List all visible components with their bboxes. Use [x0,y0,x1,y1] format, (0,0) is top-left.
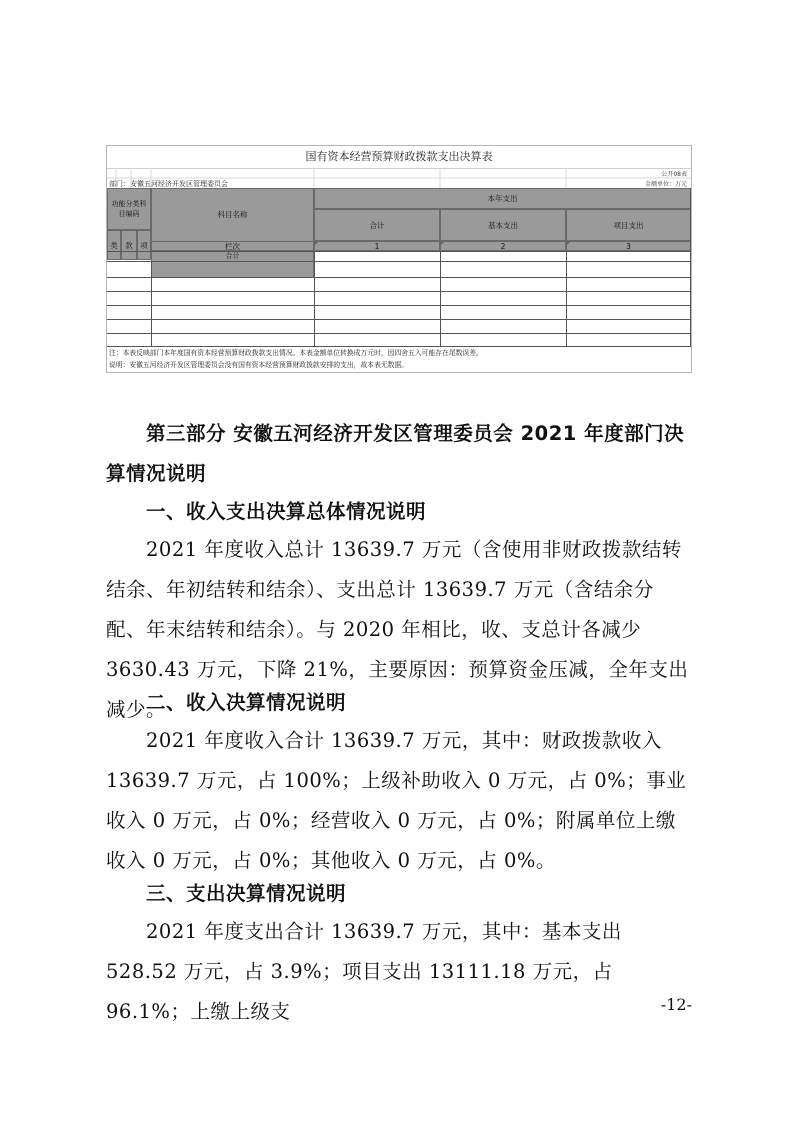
subsection-1-body: 2021 年度收入总计 13639.7 万元（含使用非财政拨款结转结余、年初结转和结余）、支出总计 13639.7 万元（含结余分配、年末结转和结余）。与 2020 年相比，收、支总计各减少 3630.43 万元，下降 21%，主要原因：预算资金压减，全年支出减少。 [106,538,689,721]
col-num-3: 3 [566,241,691,251]
col-num-2: 2 [440,241,566,251]
subsection-3-heading: 三、支出决算情况说明 [146,882,347,905]
header-func-code: 功能分类科目编码 [107,188,151,230]
table-title: 国有资本经营预算财政拨款支出决算表 [107,146,691,169]
header-xiang: 项 [137,230,151,260]
page-number: -12- [660,995,692,1014]
table-code: 公开08表 [661,171,687,178]
subsection-1-heading: 一、收入支出决算总体情况说明 [146,500,427,523]
header-project: 项目支出 [566,209,691,241]
budget-expenditure-table [106,145,692,373]
table-note-2: 说明：安徽五河经济开发区管理委员会没有国有资本经营预算财政拨款安排的支出，故本表无数据。 [109,361,409,369]
header-lei: 类 [107,230,121,260]
section-heading: 第三部分 安徽五河经济开发区管理委员会 2021 年度部门决算情况说明 [106,422,685,485]
col-num-1: 1 [314,241,440,251]
table-note-1: 注：本表反映部门本年度国有资本经营预算财政拨款支出情况。本表金额单位转换成万元时，因四舍五入可能存在尾数误差。 [109,349,483,357]
header-total: 合计 [314,209,440,241]
subsection-3-body: 2021 年度支出合计 13639.7 万元，其中：基本支出 528.52 万元，占 3.9%；项目支出 13111.18 万元，占 96.1%；上缴上级支 [106,920,622,1023]
subsection-2-heading: 二、收入决算情况说明 [146,691,347,714]
row-total-label: 合计 [225,252,240,260]
table-unit: 金额单位：万元 [644,181,687,188]
subsection-2-body: 2021 年度收入合计 13639.7 万元，其中：财政拨款收入 13639.7 万元，占 100%；上级补助收入 0 万元，占 0%；事业收入 0 万元，占 0%；经营收入 0 万元，占 0%；附属单位上缴收入 0 万元，占 0%；其他收入 0 万元，占 0%。 [106,729,687,872]
header-basic: 基本支出 [440,209,566,241]
header-kuan: 款 [121,230,137,260]
row-lanci-label: 栏次 [151,241,314,251]
header-current-year: 本年支出 [314,188,691,209]
header-subject: 科目名称 [151,188,314,278]
table-department: 部门：安徽五河经济开发区管理委员会 [109,180,228,188]
